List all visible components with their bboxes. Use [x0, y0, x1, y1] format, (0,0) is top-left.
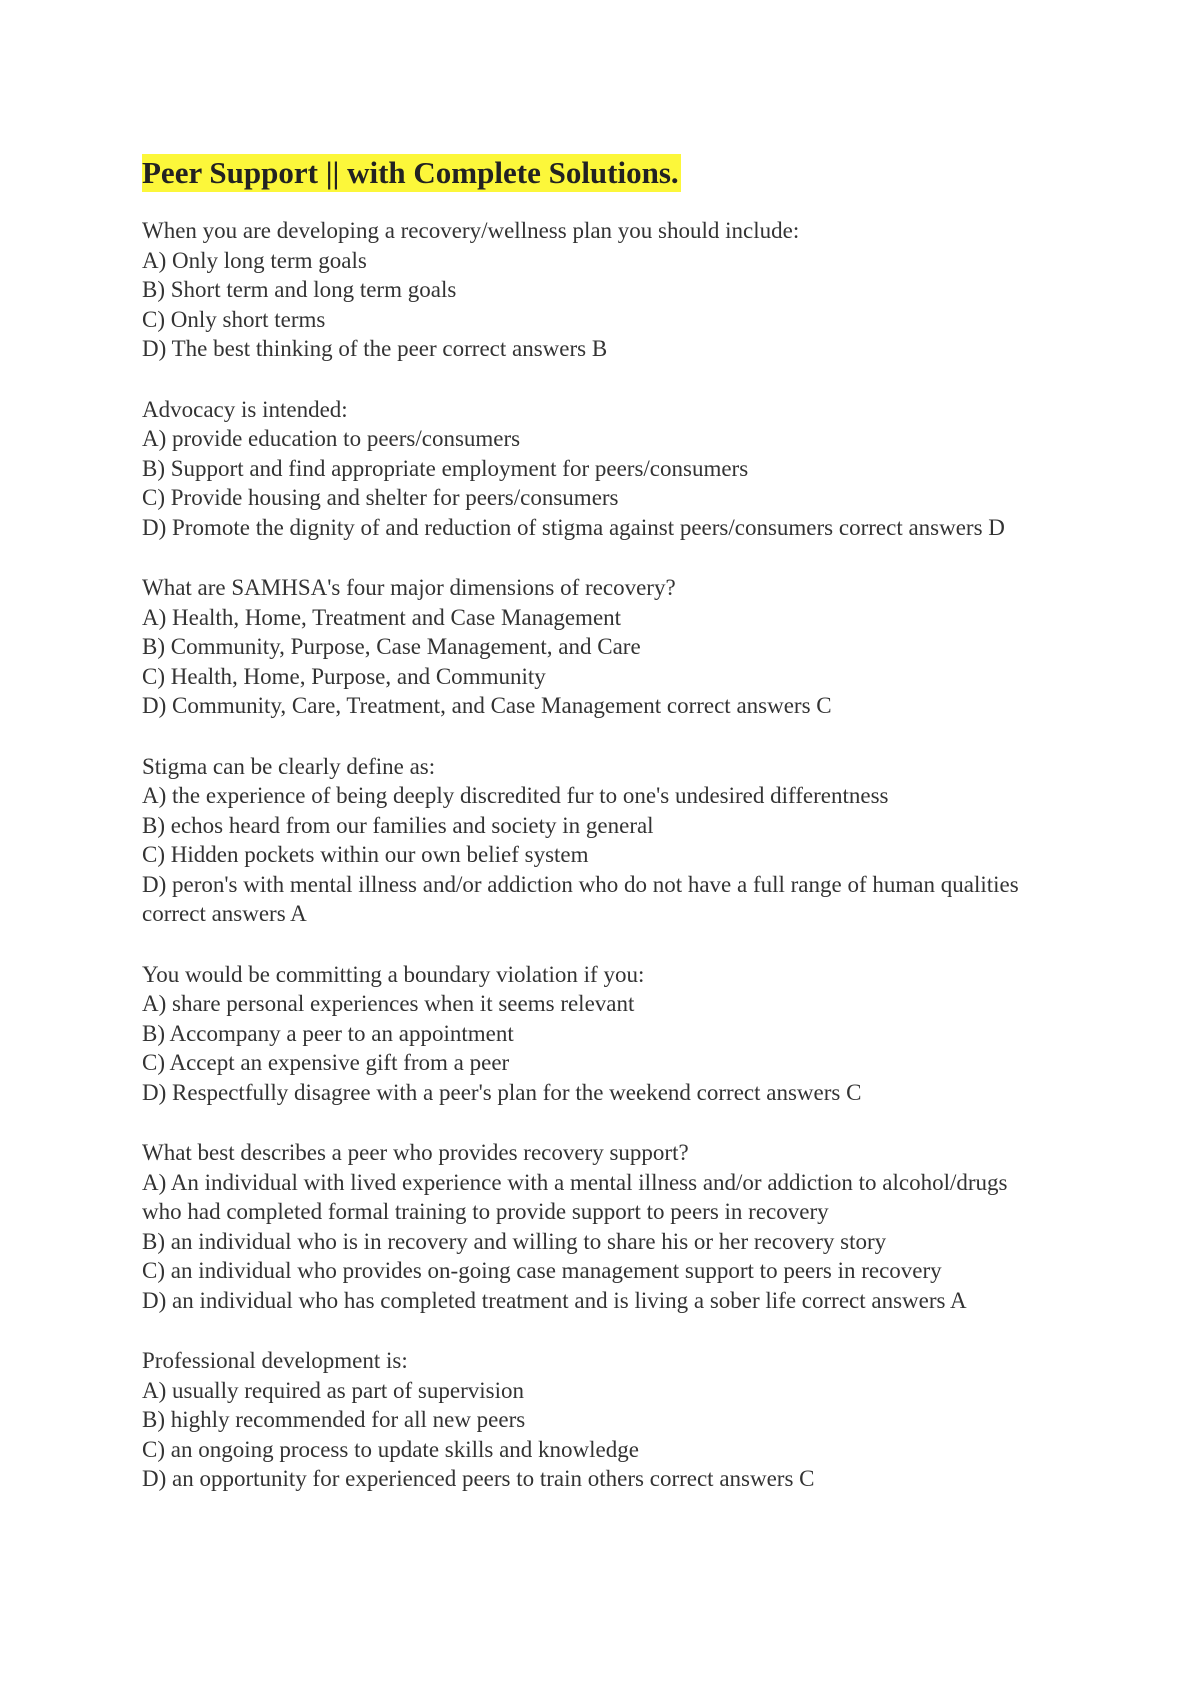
- answer-option: C) Hidden pockets within our own belief system: [142, 842, 589, 867]
- answer-option: B) Support and find appropriate employment for peers/consumers: [142, 455, 749, 481]
- answer-option: A) Only long term goals: [142, 247, 367, 273]
- question-block: [142, 752, 1062, 929]
- answer-option: B) Community, Purpose, Case Management, and Care: [142, 634, 641, 659]
- question-list: [142, 216, 1062, 1494]
- question-block: [142, 216, 1062, 364]
- answer-option: A) share personal experiences when it seems relevant: [142, 991, 635, 1016]
- answer-option: D) an individual who has completed treatment and is living a sober life correct answers A: [142, 1287, 967, 1313]
- answer-option: D) Promote the dignity of and reduction of stigma against peers/consumers correct answers D: [142, 514, 1005, 540]
- answer-option: C) Only short terms: [142, 306, 326, 332]
- answer-option: D) peron's with mental illness and/or addiction who do not have a full range of human qualities: [142, 871, 1019, 897]
- question-block: [142, 573, 1062, 721]
- question-block: [142, 1138, 1062, 1315]
- question-block: [142, 960, 1062, 1108]
- document-title: Peer Support || with Complete Solutions.: [142, 155, 679, 190]
- answer-option: B) Accompany a peer to an appointment: [142, 1020, 514, 1046]
- answer-option: D) Respectfully disagree with a peer's plan for the weekend correct answers C: [142, 1079, 862, 1105]
- question-text: What best describes a peer who provides recovery support?: [142, 1140, 689, 1165]
- question-text: What are SAMHSA's four major dimensions of recovery?: [142, 575, 676, 600]
- answer-option: A) provide education to peers/consumers: [142, 426, 521, 451]
- answer-option: A) the experience of being deeply discredited fur to one's undesired differentness: [142, 783, 889, 808]
- answer-option: A) Health, Home, Treatment and Case Management: [142, 604, 622, 630]
- document-page: [142, 154, 1062, 1525]
- answer-option: B) an individual who is in recovery and willing to share his or her recovery story: [142, 1228, 887, 1254]
- answer-option: D) Community, Care, Treatment, and Case Management correct answers C: [142, 693, 832, 718]
- answer-option: C) an individual who provides on-going case management support to peers in recovery: [142, 1258, 942, 1283]
- answer-option: B) highly recommended for all new peers: [142, 1407, 526, 1432]
- answer-option: C) an ongoing process to update skills and knowledge: [142, 1436, 639, 1462]
- answer-option: D) an opportunity for experienced peers to train others correct answers C: [142, 1466, 815, 1491]
- answer-option: B) echos heard from our families and society in general: [142, 812, 654, 838]
- question-text: Professional development is:: [142, 1348, 408, 1373]
- answer-option: who had completed formal training to provide support to peers in recovery: [142, 1199, 829, 1224]
- answer-option: A) usually required as part of supervision: [142, 1377, 524, 1403]
- question-text: When you are developing a recovery/wellness plan you should include:: [142, 218, 800, 243]
- answer-option: C) Provide housing and shelter for peers/consumers: [142, 485, 619, 510]
- answer-option: C) Accept an expensive gift from a peer: [142, 1050, 510, 1075]
- answer-option: D) The best thinking of the peer correct answers B: [142, 336, 608, 361]
- question-text: Stigma can be clearly define as:: [142, 753, 436, 779]
- question-block: [142, 1346, 1062, 1494]
- answer-option: A) An individual with lived experience with a mental illness and/or addiction to alcohol/drugs: [142, 1169, 1008, 1195]
- answer-option: C) Health, Home, Purpose, and Community: [142, 663, 546, 689]
- question-block: [142, 395, 1062, 543]
- answer-option: B) Short term and long term goals: [142, 277, 457, 302]
- answer-option: correct answers A: [142, 901, 307, 926]
- question-text: Advocacy is intended:: [142, 396, 348, 422]
- question-text: You would be committing a boundary violation if you:: [142, 961, 645, 987]
